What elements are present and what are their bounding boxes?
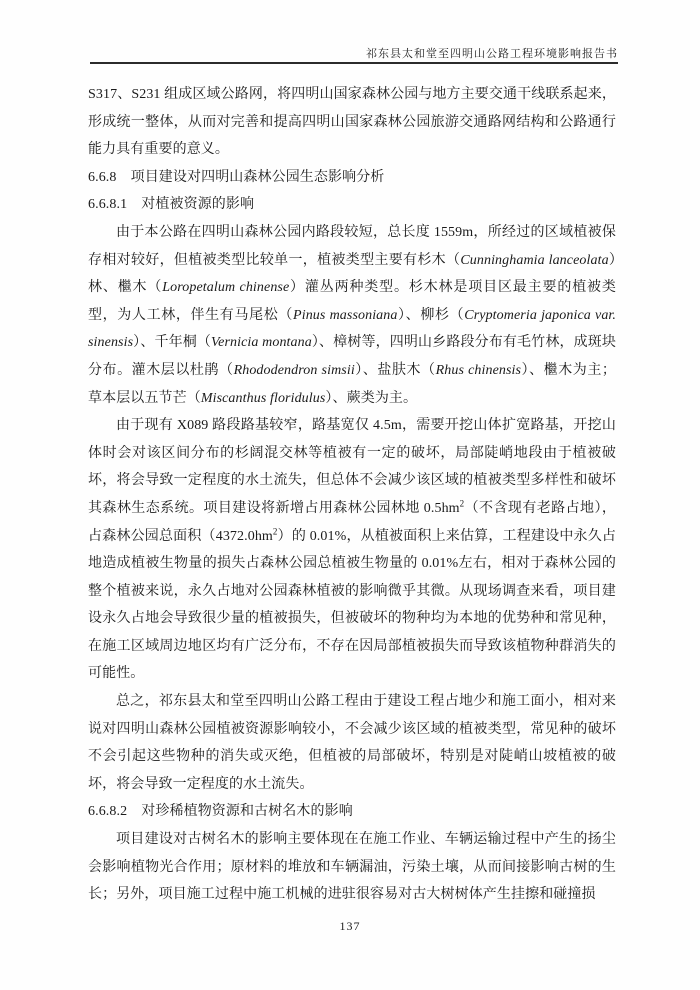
text-run: ）、柳杉（	[397, 307, 465, 323]
species-latin-name: Cunninghamia lanceolata	[460, 252, 609, 268]
text-run: ）林、檵木（	[88, 252, 617, 296]
superscript: 2	[459, 498, 465, 509]
superscript: 2	[272, 525, 278, 536]
species-latin-name: Loropetalum chinense	[162, 280, 290, 296]
text-run: 由于本公路在四明山森林公园内路段较短，总长度 1559m，所经过的区域植被保存相对较好，但植被类型比较单一，植被类型主要有杉木（	[88, 224, 616, 268]
text-run: ）、檵木为主；草本层以五节芒（	[88, 362, 616, 406]
species-latin-name: Pinus massoniana	[293, 307, 398, 323]
species-latin-name: Vernicia montana	[211, 335, 312, 351]
page-number: 137	[339, 919, 361, 933]
text-run: 6.6.8 项目建设对四明山森林公园生态影响分析	[88, 169, 385, 185]
section-heading	[88, 164, 616, 192]
text-run: S317、S231 组成区域公路网，将四明山国家森林公园与地方主要交通干线联系起来，形成统一整体，从而对完善和提高四明山国家森林公园旅游交通路网结构和公路通行能力具有重要的意义。	[88, 87, 616, 158]
header-rule	[90, 62, 618, 64]
section-heading	[88, 798, 616, 826]
text-run: 总之，祁东县太和堂至四明山公路工程由于建设工程占地少和施工面小，相对来说对四明山森林公园植被资源影响较小，不会减少该区域的植被类型，常见种的破坏不会引起这些物种的消失或灭绝，但植被的局部破坏，特别是对陡峭山坡植被的破坏，将会导致一定程度的水土流失。	[88, 694, 616, 792]
text-run: ）、樟树等，四明山乡路段分布有毛竹林，成斑块分布。灌木层以杜鹃（	[88, 335, 616, 378]
text-run: ）、盐肤木（	[354, 362, 436, 378]
text-run: 项目建设对古树名木的影响主要体现在在施工作业、车辆运输过程中产生的扬尘会影响植物光合作用；原材料的堆放和车辆漏油，污染土壤，从而间接影响古树的生长；另外，项目施工过程中施工机械的进驻很容易对古大树树体产生挂擦和碰撞损	[88, 832, 616, 903]
paragraph	[88, 219, 616, 412]
text-run: ）、千年桐（	[133, 335, 212, 351]
section-heading	[88, 191, 616, 219]
species-latin-name: Miscanthus floridulus	[200, 390, 326, 406]
text-run: 6.6.8.2 对珍稀植物资源和古树名木的影响	[88, 804, 353, 820]
species-latin-name: Rhododendron simsii	[233, 362, 355, 378]
text-run: 6.6.8.1 对植被资源的影响	[88, 197, 255, 213]
species-latin-name: Rhus chinensis	[435, 362, 522, 378]
text-run: ）的 0.01%，从植被面积上来估算，工程建设中永久占地造成植被生物量的损失占森林公园总植被生物量的 0.01%左右，相对于森林公园的整个植被来说，永久占地对公园森林植被的影响微乎其微。从现场调查来看，项目建设永久占地会导致很少量的植被损失，但被破坏的物种均为本地的优势种和常见种，在施工区域周边地区均有广泛分布，不存在因局部植被损失而导致该植物种群消失的可能性。	[88, 528, 616, 682]
paragraph	[88, 81, 616, 164]
text-run: （不含现有老路占地），占森林公园总面积（4372.0hm	[88, 500, 616, 544]
paragraph	[88, 826, 616, 909]
text-run: ）灌丛两种类型。杉木林是项目区最主要的植被类型，为人工林，伴生有马尾松（	[88, 280, 616, 323]
species-latin-name: Cryptomeria japonica var. sinensis	[88, 307, 617, 351]
paragraph	[88, 688, 616, 798]
text-run: 由于现有 X089 路段路基较窄，路基宽仅 4.5m，需要开挖山体扩宽路基，开挖山体时会对该区间分布的杉阔混交林等植被有一定的破坏，局部陡峭地段由于植被破坏，将会导致一定程度的水土流失，但总体不会减少该区域的植被类型多样性和破坏其森林生态系统。项目建设将新增占用森林公园林地 0.5hm	[88, 418, 616, 516]
document-body	[88, 81, 616, 909]
running-header: 祁东县太和堂至四明山公路工程环境影响报告书	[366, 48, 618, 60]
text-run: ）、蕨类为主。	[325, 390, 418, 406]
paragraph	[88, 412, 616, 688]
